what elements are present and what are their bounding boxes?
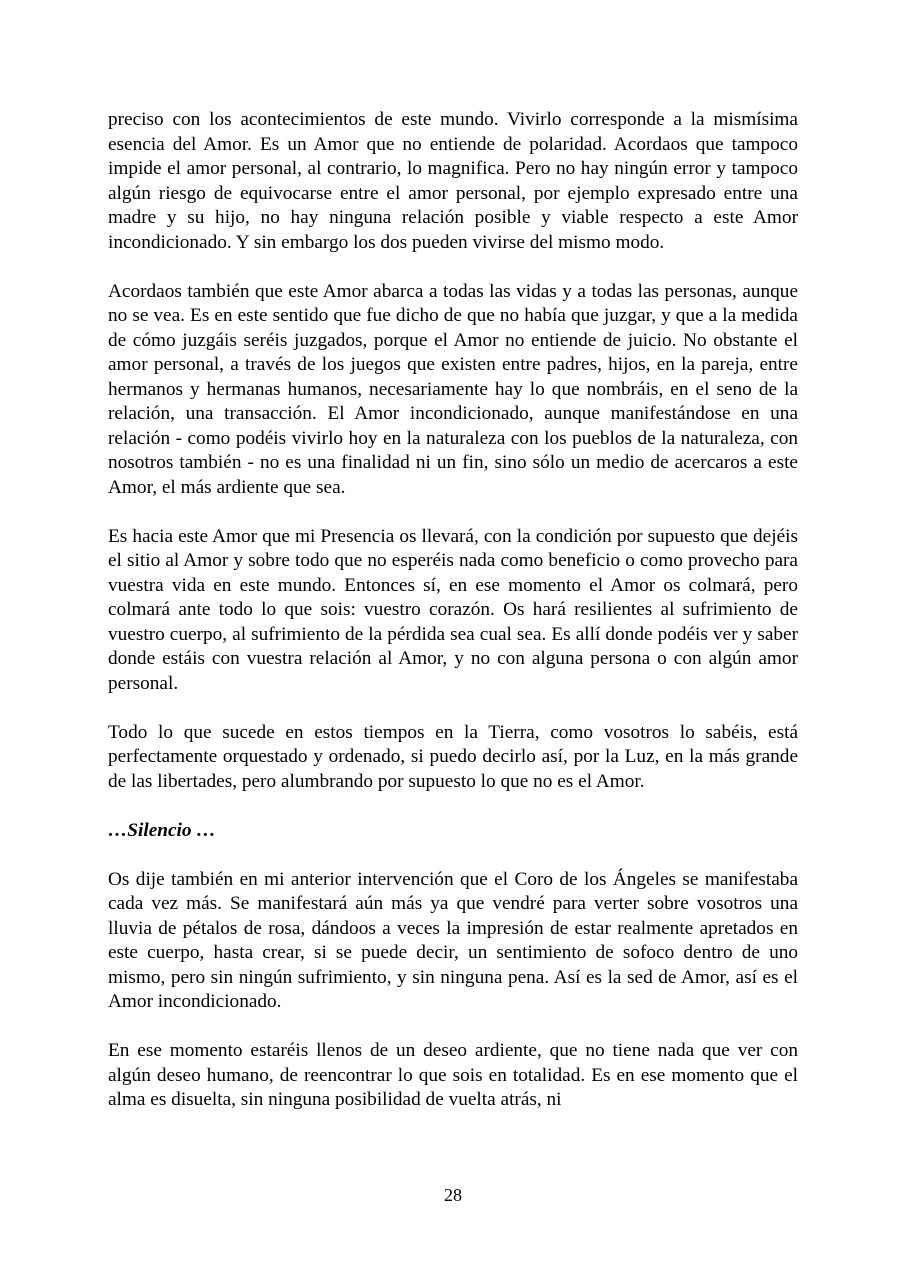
paragraph-2: Acordaos también que este Amor abarca a todas las vidas y a todas las personas, aunque no se vea. Es en este sentido que fue dicho de que no había que juzgar, y que a la medida de cómo juzgáis seréis juzgados, porque el Amor no entiende de juicio. No obstante el amor personal, a través de los juegos que existen entre padres, hijos, en la pareja, entre hermanos y hermanas humanos, necesariamente hay lo que nombráis, en el seno de la relación, una transacción. El Amor incondicionado, aunque manifestándose en una relación - como podéis vivirlo hoy en la naturaleza con los pueblos de la naturaleza, con nosotros también - no es una finalidad ni un fin, sino sólo un medio de acercaros a este Amor, el más ardiente que sea. <box>108 280 798 498</box>
paragraph-6: En ese momento estaréis llenos de un deseo ardiente, que no tiene nada que ver con algún deseo humano, de reencontrar lo que sois en totalidad. Es en ese momento que el alma es disuelta, sin ninguna posibilidad de vuelta atrás, ni <box>108 1040 798 1110</box>
paragraph-4: Todo lo que sucede en estos tiempos en la Tierra, como vosotros lo sabéis, está perfectamente orquestado y ordenado, si puedo decirlo así, por la Luz, en la más grande de las libertades, pero alumbrando por supuesto lo que no es el Amor. <box>108 721 798 792</box>
paragraph-3: Es hacia este Amor que mi Presencia os llevará, con la condición por supuesto que dejéis el sitio al Amor y sobre todo que no esperéis nada como beneficio o como provecho para vuestra vida en este mundo. Entonces sí, en ese momento el Amor os colmará, pero colmará ante todo lo que sois: vuestro corazón. Os hará resilientes al sufrimiento de vuestro cuerpo, al sufrimiento de la pérdida sea cual sea. Es allí donde podéis ver y saber donde estáis con vuestra relación al Amor, y no con alguna persona o con algún amor personal. <box>108 525 798 694</box>
paragraph-1: preciso con los acontecimientos de este mundo. Vivirlo corresponde a la mismísima esencia del Amor. Es un Amor que no entiende de polaridad. Acordaos que tampoco impide el amor personal, al contrario, lo magnifica. Pero no hay ningún error y tampoco algún riesgo de equivocarse entre el amor personal, por ejemplo expresado entre una madre y su hijo, no hay ninguna relación posible y viable respecto a este Amor incondicionado. Y sin embargo los dos pueden vivirse del mismo modo. <box>108 109 798 253</box>
body-text <box>108 108 798 1137</box>
page-number: 28 <box>444 1185 462 1205</box>
paragraph-5: Os dije también en mi anterior intervención que el Coro de los Ángeles se manifestaba cada vez más. Se manifestará aún más ya que vendré para verter sobre vosotros una lluvia de pétalos de rosa, dándoos a veces la impresión de estar realmente apretados en este cuerpo, hasta crear, si se puede decir, un sentimiento de sofoco dentro de uno mismo, pero sin ningún sufrimiento, y sin ninguna pena. Así es la sed de Amor, así es el Amor incondicionado. <box>108 868 798 1012</box>
silence-marker: …Silencio … <box>108 819 216 841</box>
